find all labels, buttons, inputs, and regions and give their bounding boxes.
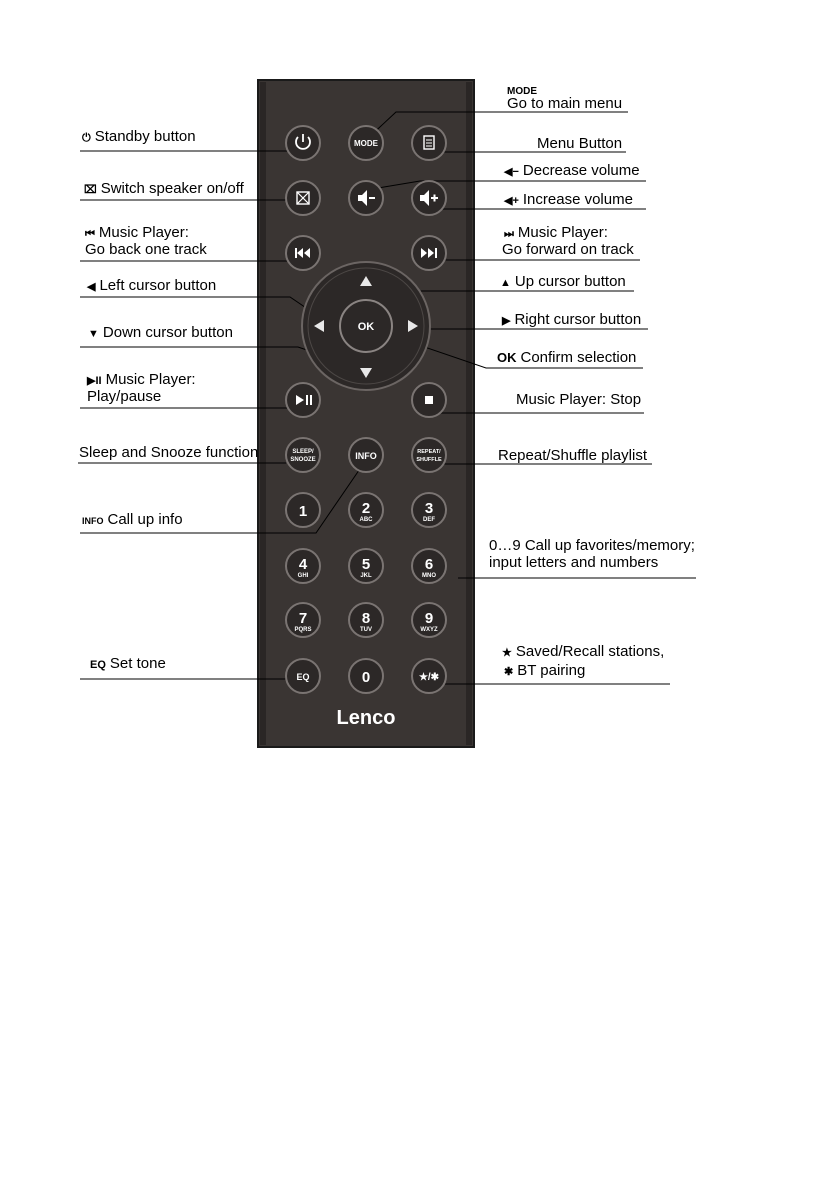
digit-button-2[interactable] xyxy=(349,493,383,527)
digit-button-6[interactable] xyxy=(412,549,446,583)
next-label: ⏭ Music Player: xyxy=(504,224,608,241)
mute-icon-small: ⌧ xyxy=(84,184,97,196)
remote-edge-left xyxy=(260,82,266,745)
bluetooth-icon: ✱ xyxy=(504,666,514,678)
sleep-label: Sleep and Snooze function xyxy=(79,444,259,461)
digit-button-0[interactable] xyxy=(349,659,383,693)
digit-letters: JKL xyxy=(360,573,372,579)
digit-letters: DEF xyxy=(423,517,435,523)
stop-button[interactable] xyxy=(412,383,446,417)
next-track-button[interactable] xyxy=(412,236,446,270)
next-label-line2: Go forward on track xyxy=(502,241,634,258)
next-icon-small: ⏭ xyxy=(504,228,514,240)
standby-button[interactable] xyxy=(286,126,320,160)
digits-label: 0…9 Call up favorites/memory; xyxy=(489,537,695,554)
digit-button-3[interactable] xyxy=(412,493,446,527)
digit-number: 6 xyxy=(424,556,434,573)
up-cursor-label: ▲ Up cursor button xyxy=(500,273,626,290)
speaker-plus-icon-small: ◀+ xyxy=(504,195,519,207)
play-pause-button[interactable] xyxy=(286,383,320,417)
volume-up-button[interactable] xyxy=(412,181,446,215)
ok-icon: OK xyxy=(497,350,517,365)
svg-text:REPEAT/: REPEAT/ xyxy=(417,449,441,455)
star-icon: ★ xyxy=(502,647,512,659)
right-cursor-label: ▶ Right cursor button xyxy=(502,311,642,328)
svg-text:★/✱: ★/✱ xyxy=(418,672,440,683)
mute-label: ⌧ Switch speaker on/off xyxy=(84,180,244,197)
repeat-label: Repeat/Shuffle playlist xyxy=(498,447,647,464)
mode-button-label: MODE xyxy=(354,139,378,148)
play-pause-icon-small: ▶II xyxy=(87,375,102,387)
play-label: ▶II Music Player: xyxy=(87,371,196,388)
standby-label: ⏻ Standby button xyxy=(82,128,196,145)
mute-button[interactable] xyxy=(286,181,320,215)
digit-number: 7 xyxy=(298,610,308,627)
digit-letters: PQRS xyxy=(294,627,312,633)
down-cursor-label: ▼ Down cursor button xyxy=(88,324,233,341)
brand-logo: Lenco xyxy=(336,707,396,729)
mode-heading: MODE xyxy=(507,86,537,97)
stop-label: Music Player: Stop xyxy=(516,391,642,408)
vol-up-label: ◀+ Increase volume xyxy=(504,191,633,208)
ok-button-label: OK xyxy=(357,321,375,333)
power-icon-small: ⏻ xyxy=(82,132,91,144)
digit-number: 4 xyxy=(298,556,308,573)
prev-label-line2: Go back one track xyxy=(85,241,207,258)
digit-button-5[interactable] xyxy=(349,549,383,583)
mode-label: Go to main menu xyxy=(507,95,623,112)
digit-number: 9 xyxy=(424,610,434,627)
digit-letters: GHI xyxy=(297,573,309,579)
digit-number: 8 xyxy=(361,610,371,627)
repeat-shuffle-button[interactable] xyxy=(412,438,446,472)
digit-button-4[interactable] xyxy=(286,549,320,583)
info-label: INFO Call up info xyxy=(82,511,183,528)
star-label: ★ Saved/Recall stations, xyxy=(502,643,665,660)
left-cursor-label: ◀ Left cursor button xyxy=(87,277,217,294)
menu-button[interactable] xyxy=(412,126,446,160)
digit-letters: MNO xyxy=(422,573,436,579)
stop-icon xyxy=(425,396,433,404)
speaker-minus-icon-small: ◀− xyxy=(504,166,519,178)
digit-number: 1 xyxy=(298,503,308,520)
mode-button[interactable] xyxy=(349,126,383,160)
digit-button-7[interactable] xyxy=(286,603,320,637)
star-bt-button[interactable] xyxy=(412,659,446,693)
svg-text:EQ: EQ xyxy=(296,672,310,682)
svg-text:INFO: INFO xyxy=(355,451,377,461)
digit-button-8[interactable] xyxy=(349,603,383,637)
prev-track-icon xyxy=(295,248,297,258)
up-arrow-icon: ▲ xyxy=(500,277,511,289)
digit-number: 0 xyxy=(361,669,371,686)
sleep-snooze-button[interactable] xyxy=(286,438,320,472)
prev-icon-small: ⏮ xyxy=(85,228,95,240)
svg-text:SLEEP/: SLEEP/ xyxy=(292,449,314,455)
info-button[interactable] xyxy=(349,438,383,472)
left-arrow-icon: ◀ xyxy=(87,281,96,293)
digit-number: 5 xyxy=(361,556,371,573)
digits-label-line2: input letters and numbers xyxy=(489,554,659,571)
digit-button-1[interactable] xyxy=(286,493,320,527)
menu-label: Menu Button xyxy=(537,135,623,152)
bt-label: ✱ BT pairing xyxy=(504,662,586,679)
eq-button[interactable] xyxy=(286,659,320,693)
vol-down-label: ◀− Decrease volume xyxy=(504,162,640,179)
info-icon: INFO xyxy=(82,516,104,526)
svg-text:SHUFFLE: SHUFFLE xyxy=(416,457,442,463)
ok-label: OK Confirm selection xyxy=(497,349,637,366)
digit-number: 3 xyxy=(424,500,434,517)
volume-down-button[interactable] xyxy=(349,181,383,215)
right-arrow-icon: ▶ xyxy=(502,315,511,327)
down-arrow-icon: ▼ xyxy=(88,328,99,340)
digit-letters: ABC xyxy=(359,517,373,523)
eq-icon: EQ xyxy=(90,659,106,671)
svg-text:SNOOZE: SNOOZE xyxy=(290,457,316,463)
digit-number: 2 xyxy=(361,500,371,517)
digit-button-9[interactable] xyxy=(412,603,446,637)
digit-letters: WXYZ xyxy=(420,627,438,633)
digit-letters: TUV xyxy=(360,627,372,633)
prev-label: ⏮ Music Player: xyxy=(85,224,189,241)
previous-track-button[interactable] xyxy=(286,236,320,270)
play-label-line2: Play/pause xyxy=(87,388,162,405)
eq-label: EQ Set tone xyxy=(90,655,166,672)
